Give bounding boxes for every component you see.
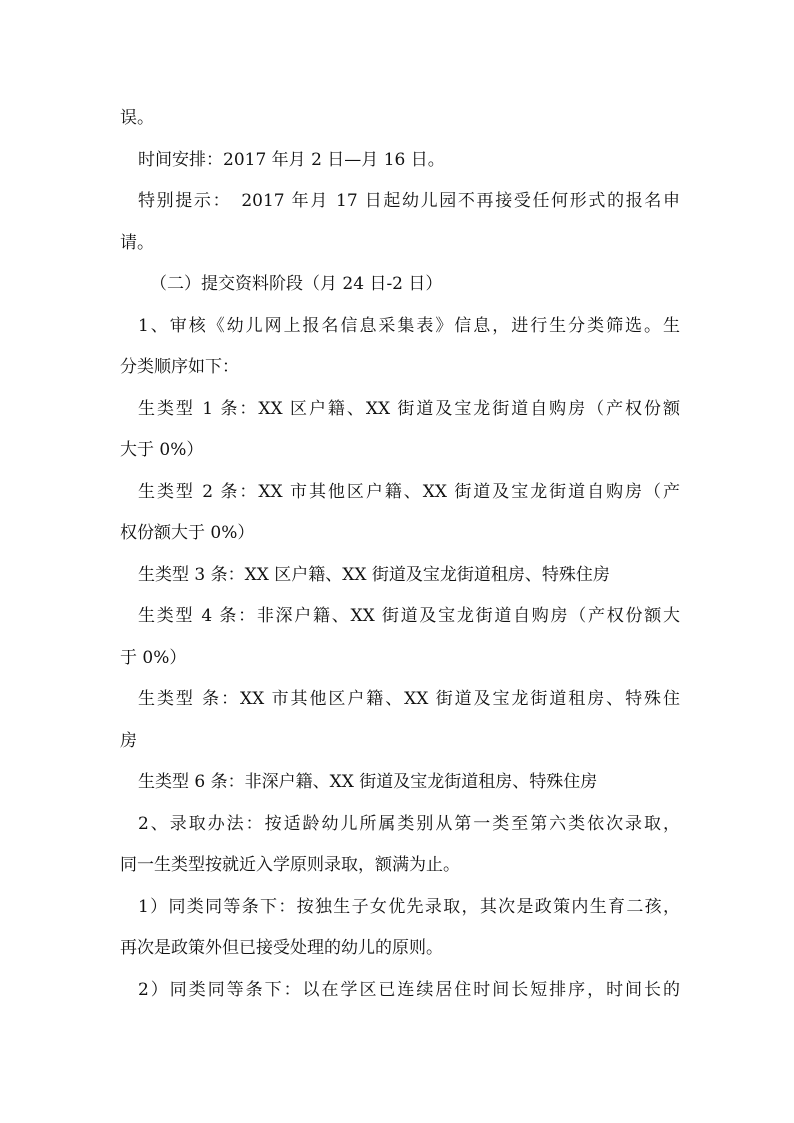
- text-line: 生类型 2 条：XX 市其他区户籍、XX 街道及宝龙街道自购房（产: [138, 481, 680, 502]
- text-line: 2）同类同等条下：以在学区已连续居住时间长短排序，时间长的: [138, 979, 680, 1000]
- text-line: 生类型 条：XX 市其他区户籍、XX 街道及宝龙街道租房、特殊住: [138, 689, 680, 709]
- text-line: 生类型 6 条：非深户籍、XX 街道及宝龙街道租房、特殊住房: [138, 772, 598, 792]
- text-line: 同一生类型按就近入学原则录取，额满为止。: [120, 855, 460, 875]
- text-line: 误。: [120, 108, 154, 128]
- text-line: 1）同类同等条下：按独生子女优先录取，其次是政策内生育二孩，: [138, 896, 680, 917]
- text-line: 时间安排：2017 年月 2 日—月 16 日。: [138, 149, 445, 170]
- text-line: 于 0%）: [120, 647, 187, 668]
- text-line: 请。: [120, 232, 154, 253]
- text-line: 再次是政策外但已接受处理的幼儿的原则。: [120, 938, 443, 958]
- text-line: 生类型 4 条：非深户籍、XX 街道及宝龙街道自购房（产权份额大: [138, 606, 680, 626]
- text-line: 大于 0%）: [120, 440, 204, 460]
- text-line: 生类型 1 条：XX 区户籍、XX 街道及宝龙街道自购房（产权份额: [138, 398, 680, 419]
- text-line: 分类顺序如下：: [120, 357, 239, 377]
- text-line: 2、录取办法：按适龄幼儿所属类别从第一类至第六类依次录取，: [138, 813, 680, 834]
- text-line: 1、审核《幼儿网上报名信息采集表》信息，进行生分类筛选。生: [138, 315, 680, 336]
- text-line: 房: [120, 730, 137, 751]
- document-body: [120, 98, 680, 1011]
- text-line: 生类型 3 条：XX 区户籍、XX 街道及宝龙街道租房、特殊住房: [138, 564, 610, 585]
- text-line: 特别提示： 2017 年月 17 日起幼儿园不再接受任何形式的报名申: [138, 191, 680, 211]
- text-line: 权份额大于 0%）: [120, 523, 255, 543]
- section-heading: （二）提交资料阶段（月 24 日-2 日）: [150, 274, 443, 294]
